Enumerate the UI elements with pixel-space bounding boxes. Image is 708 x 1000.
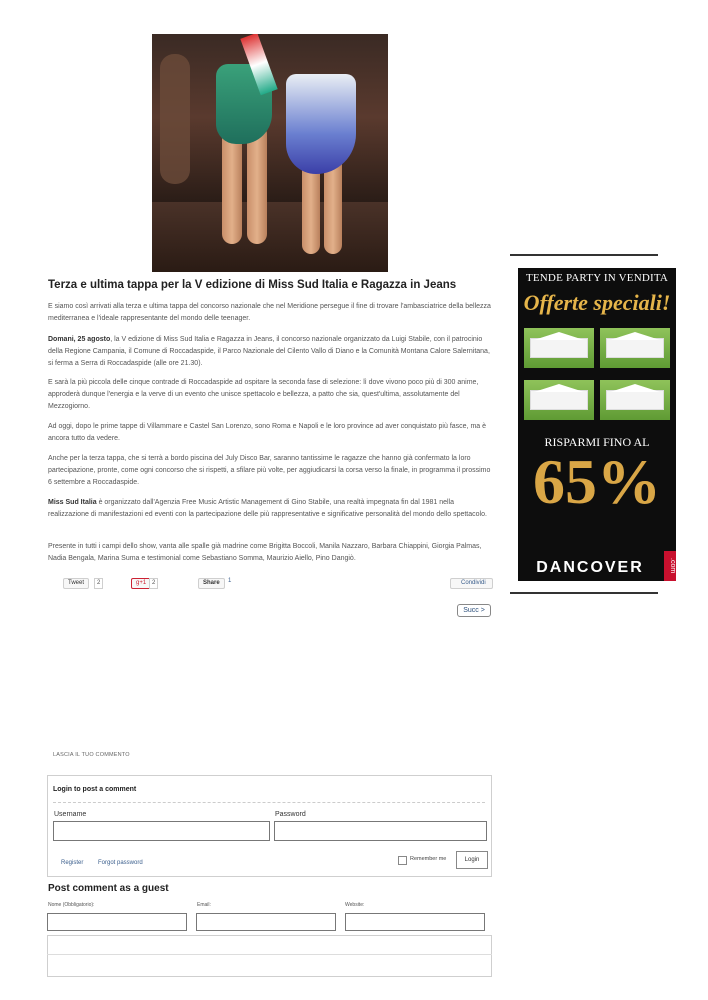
ad-divider-bottom xyxy=(510,592,658,594)
advertisement-banner[interactable] xyxy=(518,268,676,581)
image-blue-dress xyxy=(286,74,356,174)
comment-textarea-divider xyxy=(47,954,492,955)
login-divider xyxy=(53,802,485,803)
remember-me-label: Remember me xyxy=(410,856,447,862)
ad-brand-suffix: .com xyxy=(664,551,676,581)
paragraph-text: Ad oggi, dopo le prime tappe di Villammare e Castel San Lorenzo, sono Roma e Napoli e le loro province ad aver conquistato più fasce, ma è ancora tutto da vedere. xyxy=(48,423,487,442)
email-input[interactable] xyxy=(196,913,336,931)
article-paragraph xyxy=(48,377,492,412)
ad-tent-image xyxy=(600,380,670,420)
password-label: Password xyxy=(275,811,306,818)
ad-save-text: RISPARMI FINO AL xyxy=(544,435,650,449)
ad-brand: DANCOVER xyxy=(536,559,644,576)
ad-offer: Offerte speciali! xyxy=(523,290,671,315)
article-paragraph xyxy=(48,301,492,325)
ad-percent: 65% xyxy=(533,446,661,517)
ad-tent-image xyxy=(524,380,594,420)
comment-textarea[interactable] xyxy=(47,935,492,977)
paragraph-text: è organizzato dall'Agenzia Free Music Artistic Management di Gino Stabile, una realtà impegnata fin dal 1981 nella realizzazione di manifestazioni ed eventi con la partecipazione delle più rappresentative e significative personalità del mondo dello spettacolo. xyxy=(48,499,487,518)
paragraph-lead: Domani, 25 agosto xyxy=(48,336,111,343)
image-background-person xyxy=(160,54,190,184)
image-stage xyxy=(152,202,388,272)
article-paragraph xyxy=(48,453,492,488)
password-input[interactable] xyxy=(274,821,487,841)
condividi-button[interactable]: Condividi xyxy=(450,578,493,589)
name-label: Nome (Obbligatorio): xyxy=(48,902,95,908)
forgot-password-link[interactable]: Forgot password xyxy=(98,860,143,866)
username-input[interactable] xyxy=(53,821,270,841)
article-paragraph xyxy=(48,421,492,445)
paragraph-lead: Miss Sud Italia xyxy=(48,499,97,506)
article-image xyxy=(152,34,388,272)
email-label: Email: xyxy=(197,902,211,908)
ad-tent-image xyxy=(600,328,670,368)
name-input[interactable] xyxy=(47,913,187,931)
article-title: Terza e ultima tappa per la V edizione di Miss Sud Italia e Ragazza in Jeans xyxy=(48,279,457,291)
paragraph-text: E siamo così arrivati alla terza e ultima tappa del concorso nazionale che nel Meridione persegue il fine di trovare l'ambasciatrice della bellezza mediterranea e l'ideale rappresentante del mondo delle teenager. xyxy=(48,303,491,322)
website-label: Website: xyxy=(345,902,365,908)
login-button[interactable]: Login xyxy=(456,851,488,869)
paragraph-text: E sarà la più piccola delle cinque contrade di Roccadaspide ad ospitare la seconda fase di selezione: lì dove vivono poco più di 300 anime, approderà dunque l'energia e la verve di un evento che unisce spettacolo e bellezza, a patto che sia, quest'ultima, assolutamente del Mezzogiorno. xyxy=(48,379,479,410)
tweet-button[interactable]: Tweet xyxy=(63,578,89,589)
paragraph-text: , la V edizione di Miss Sud Italia e Ragazza in Jeans, il concorso nazionale organizzato da Luigi Stabile, con il patrocinio della Regione Campania, il Comune di Roccadaspide, il Parco Nazionale del Cilento Vallo di Diano e la Comunità Montana Calore Salernitana, si ferma a Serra di Roccadaspide (alle ore 21.30). xyxy=(48,336,490,367)
article-paragraph xyxy=(48,334,492,369)
next-article-button[interactable]: Succ > xyxy=(457,604,491,617)
gplus-count: 2 xyxy=(149,578,158,589)
share-button[interactable]: Share xyxy=(198,578,225,589)
paragraph-text: Anche per la terza tappa, che si terrà a bordo piscina del July Disco Bar, saranno tantissime le ragazze che hanno già confermato la loro partecipazione, pronte, come ogni concorso che si rispetti, a sfilare più volte, per aggiudicarsi la corsa verso la finale, in programma il prossimo 6 settembre a Roccadaspide. xyxy=(48,455,491,486)
article-paragraph xyxy=(48,497,492,521)
guest-comment-title: Post comment as a guest xyxy=(48,883,169,894)
paragraph-text: Presente in tutti i campi dello show, vanta alle spalle già madrine come Brigitta Boccoli, Manila Nazzaro, Barbara Chiappini, Giorgia Palmas, Nadia Bengala, Marina Suma e testimonial come Sebastiano Somma, Maurizio Aiello, Pino Dangiò. xyxy=(48,543,482,562)
remember-me-checkbox[interactable] xyxy=(398,856,407,865)
website-input[interactable] xyxy=(345,913,485,931)
article-paragraph xyxy=(48,541,492,565)
tweet-count: 2 xyxy=(94,578,103,589)
gplus-button[interactable]: g+1 xyxy=(131,578,151,589)
ad-headline: TENDE PARTY IN VENDITA xyxy=(525,272,669,284)
login-title: Login to post a comment xyxy=(53,786,137,793)
username-label: Username xyxy=(54,811,87,818)
share-count: 1 xyxy=(228,578,232,584)
ad-divider-top xyxy=(510,254,658,256)
register-link[interactable]: Register xyxy=(61,860,84,866)
leave-comment-heading: LASCIA IL TUO COMMENTO xyxy=(53,752,130,758)
ad-tent-image xyxy=(524,328,594,368)
